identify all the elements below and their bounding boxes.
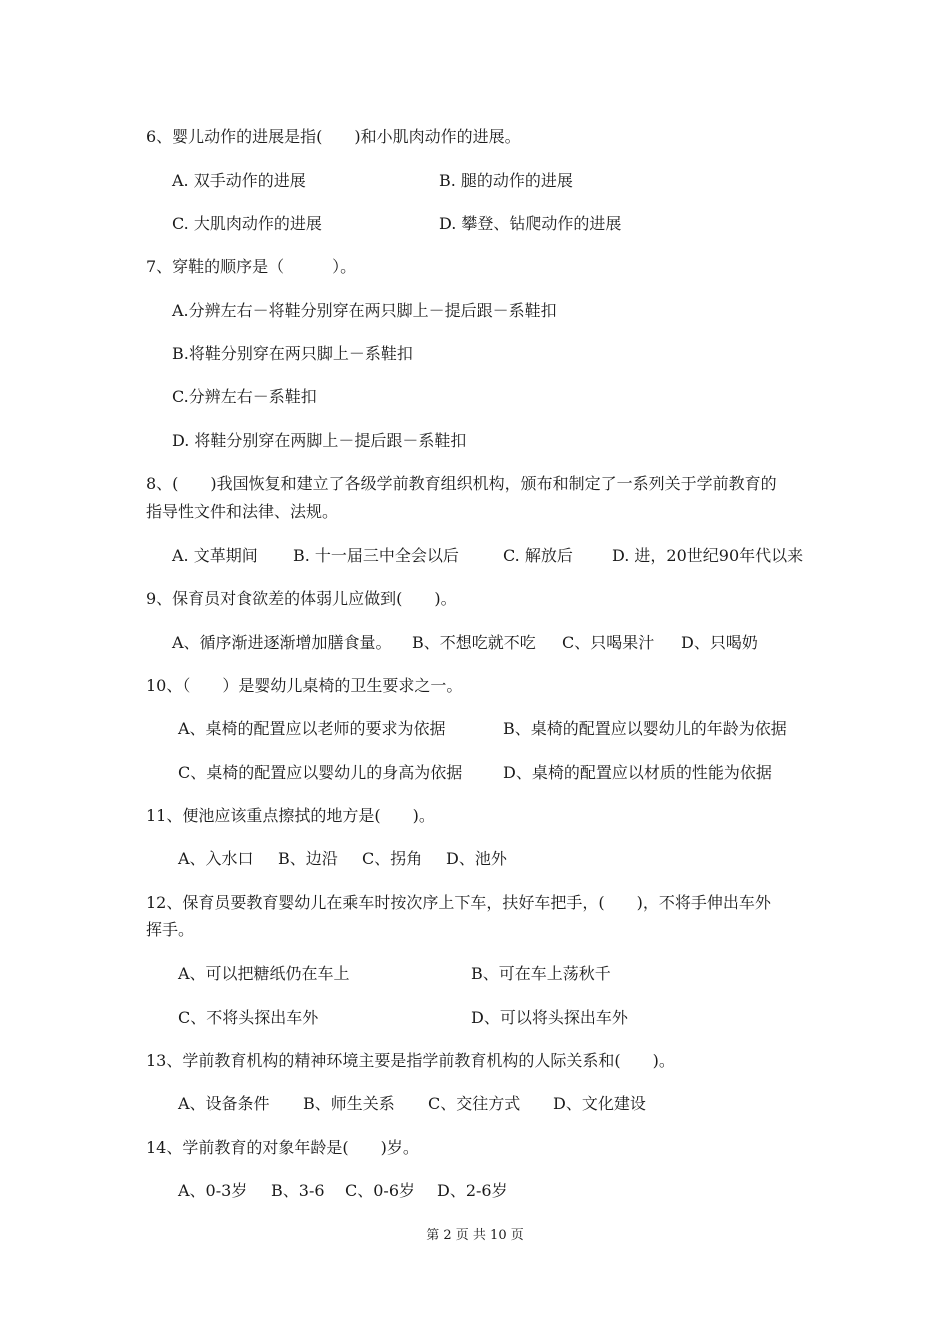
question-13-option-d: D、文化建设 [553, 1094, 646, 1113]
question-6-option-c: C. 大肌肉动作的进展 [172, 214, 322, 233]
question-9-option-d: D、只喝奶 [681, 633, 758, 652]
question-13-option-a: A、设备条件 [178, 1094, 270, 1113]
question-8-option-c: C. 解放后 [503, 546, 573, 565]
question-14-option-a: A、0-3岁 [178, 1181, 248, 1200]
question-13-option-c: C、交往方式 [428, 1094, 521, 1113]
question-11-option-b: B、边沿 [278, 849, 338, 868]
question-6-option-d: D. 攀登、钻爬动作的进展 [439, 214, 622, 233]
question-6-option-b: B. 腿的动作的进展 [439, 171, 573, 190]
question-11-stem: 11、便池应该重点擦拭的地方是( )。 [146, 806, 435, 825]
question-14-option-c: C、0-6岁 [345, 1181, 416, 1200]
question-12-option-d: D、可以将头探出车外 [471, 1008, 628, 1027]
question-9-option-a: A、循序渐进逐渐增加膳食量。 [172, 633, 392, 652]
question-8-option-a: A. 文革期间 [172, 546, 258, 565]
question-9-option-b: B、不想吃就不吃 [412, 633, 536, 652]
question-11-option-a: A、入水口 [178, 849, 254, 868]
question-8-option-d: D. 进，20世纪90年代以来 [612, 546, 804, 565]
question-10-stem: 10、（ ）是婴幼儿桌椅的卫生要求之一。 [146, 676, 463, 695]
question-10-option-d: D、桌椅的配置应以材质的性能为依据 [503, 763, 772, 782]
question-8-stem-line-1: 8、( )我国恢复和建立了各级学前教育组织机构，颁布和制定了一系列关于学前教育的 [146, 474, 777, 493]
question-14-option-b: B、3-6 [271, 1181, 325, 1200]
question-13-option-b: B、师生关系 [303, 1094, 395, 1113]
question-9-stem: 9、保育员对食欲差的体弱儿应做到( )。 [146, 589, 457, 608]
question-7-option-b: B.将鞋分别穿在两只脚上－系鞋扣 [172, 344, 413, 363]
question-11-option-d: D、池外 [446, 849, 507, 868]
question-12-option-b: B、可在车上荡秋千 [471, 964, 611, 983]
page-number-footer: 第 2 页 共 10 页 [426, 1228, 524, 1243]
question-7-stem: 7、穿鞋的顺序是（ ）。 [146, 257, 357, 276]
question-7-option-d: D. 将鞋分别穿在两脚上－提后跟－系鞋扣 [172, 431, 467, 450]
question-12-option-a: A、可以把糖纸仍在车上 [178, 964, 350, 983]
question-10-option-c: C、桌椅的配置应以婴幼儿的身高为依据 [178, 763, 463, 782]
question-11-option-c: C、拐角 [362, 849, 423, 868]
question-8-stem-line-2: 指导性文件和法律、法规。 [146, 502, 339, 521]
question-7-option-a: A.分辨左右－将鞋分别穿在两只脚上－提后跟－系鞋扣 [172, 301, 557, 320]
question-12-option-c: C、不将头探出车外 [178, 1008, 319, 1027]
question-9-option-c: C、只喝果汁 [562, 633, 655, 652]
question-13-stem: 13、学前教育机构的精神环境主要是指学前教育机构的人际关系和( )。 [146, 1051, 675, 1070]
question-14-option-d: D、2-6岁 [437, 1181, 508, 1200]
question-7-option-c: C.分辨左右－系鞋扣 [172, 387, 317, 406]
question-8-option-b: B. 十一届三中全会以后 [293, 546, 459, 565]
question-6-option-a: A. 双手动作的进展 [172, 171, 306, 190]
question-12-stem-line-1: 12、保育员要教育婴幼儿在乘车时按次序上下车，扶好车把手，( )，不将手伸出车外 [146, 893, 771, 912]
question-14-stem: 14、学前教育的对象年龄是( )岁。 [146, 1138, 419, 1157]
question-12-stem-line-2: 挥手。 [146, 920, 195, 939]
question-10-option-a: A、桌椅的配置应以老师的要求为依据 [178, 719, 446, 738]
question-6-stem: 6、婴儿动作的进展是指( )和小肌肉动作的进展。 [146, 127, 521, 146]
question-10-option-b: B、桌椅的配置应以婴幼儿的年龄为依据 [503, 719, 787, 738]
